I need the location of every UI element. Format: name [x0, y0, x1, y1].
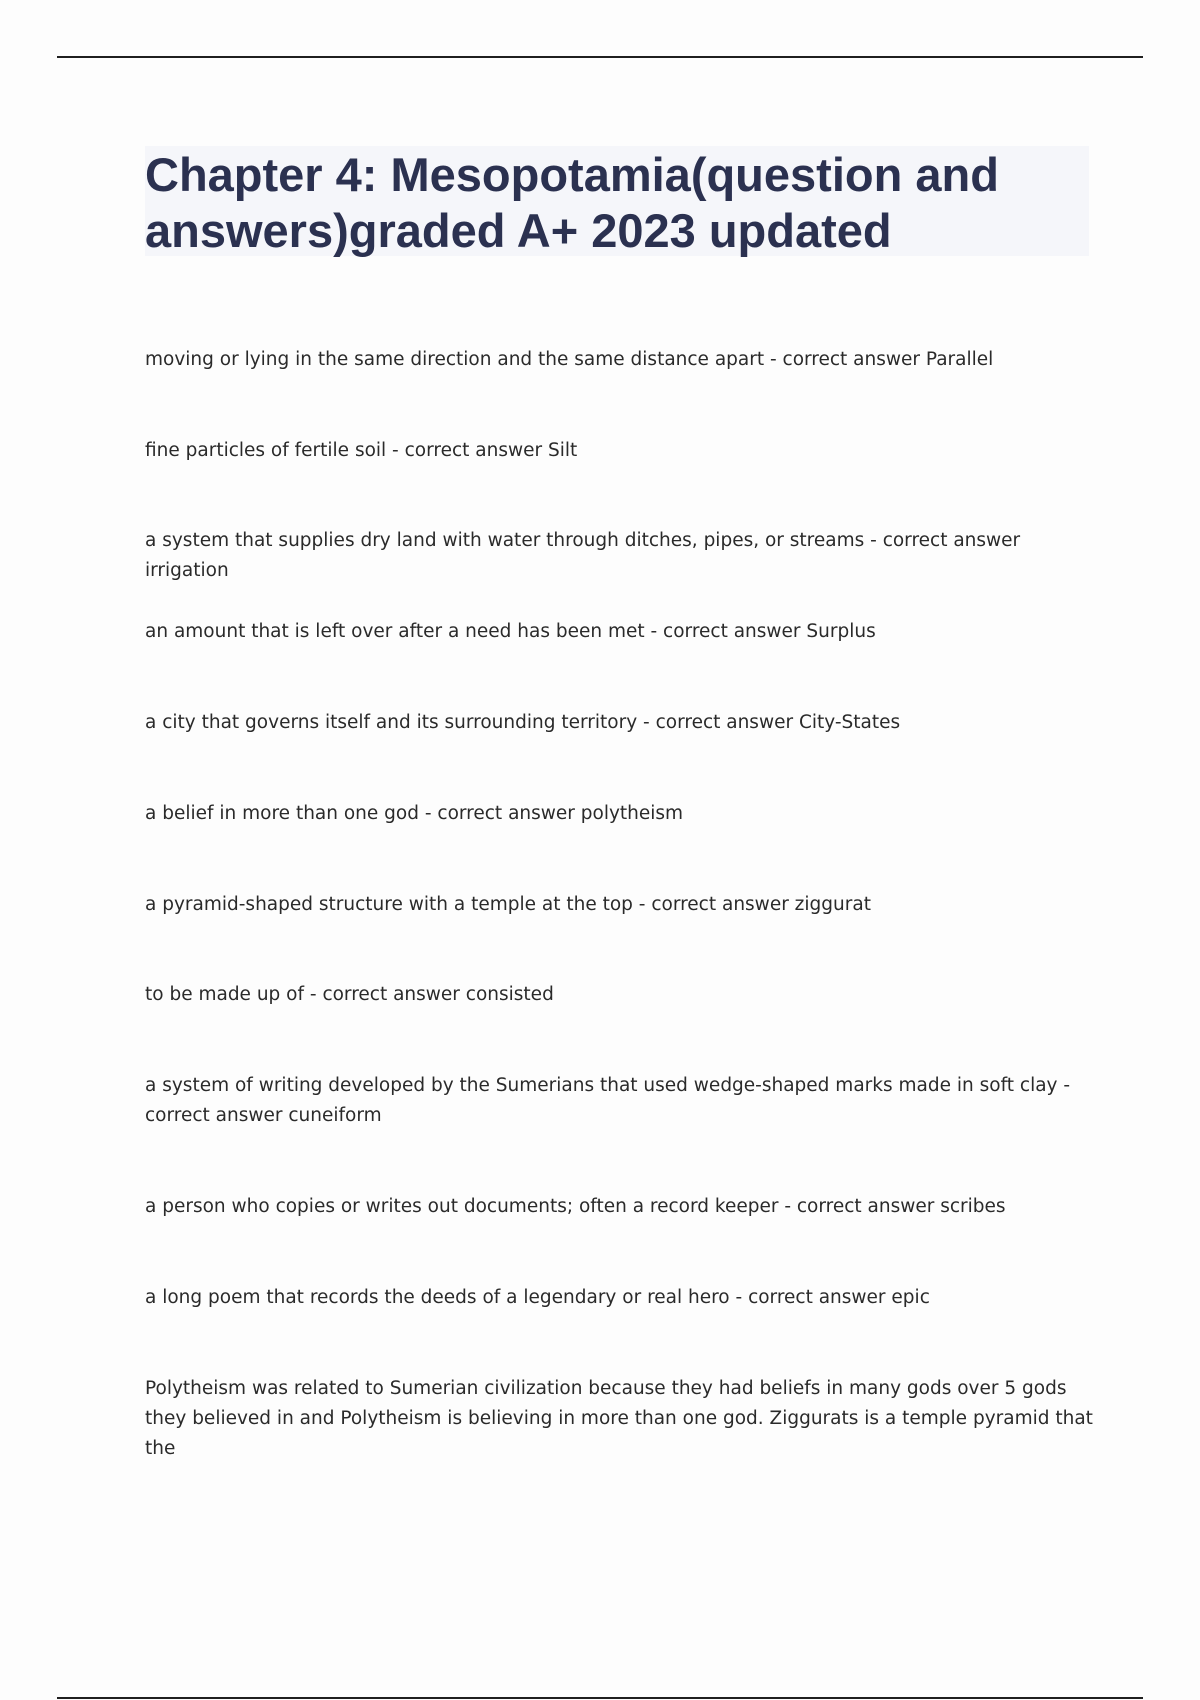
- qa-item-silt: fine particles of fertile soil - correct answer Silt: [145, 440, 578, 461]
- qa-item-irrigation: a system that supplies dry land with water through ditches, pipes, or streams - correct answer irrigation: [145, 530, 1021, 581]
- top-rule: [57, 56, 1143, 58]
- qa-item-surplus: an amount that is left over after a need has been met - correct answer Surplus: [145, 621, 876, 642]
- qa-item-paragraph: Polytheism was related to Sumerian civilization because they had beliefs in many gods over 5 gods they believed in and Polytheism is believing in more than one god. Ziggurats is a temple pyramid that the: [145, 1378, 1093, 1459]
- qa-item-consisted: to be made up of - correct answer consisted: [145, 984, 554, 1005]
- qa-item-ziggurat: a pyramid-shaped structure with a temple at the top - correct answer ziggurat: [145, 894, 871, 915]
- qa-item-polytheism: a belief in more than one god - correct answer polytheism: [145, 803, 684, 824]
- bottom-rule: [57, 1697, 1143, 1699]
- page-title: Chapter 4: Mesopotamia(question and answers)graded A+ 2023 updated: [145, 148, 999, 257]
- qa-item-scribes: a person who copies or writes out documents; often a record keeper - correct answer scribes: [145, 1196, 1006, 1217]
- qa-item-city-states: a city that governs itself and its surrounding territory - correct answer City-States: [145, 712, 901, 733]
- qa-item-parallel: moving or lying in the same direction and the same distance apart - correct answer Parallel: [145, 349, 994, 370]
- qa-item-cuneiform: a system of writing developed by the Sumerians that used wedge-shaped marks made in soft clay - correct answer cuneiform: [145, 1075, 1071, 1126]
- title-banner: [145, 146, 1089, 256]
- qa-item-epic: a long poem that records the deeds of a legendary or real hero - correct answer epic: [145, 1287, 930, 1308]
